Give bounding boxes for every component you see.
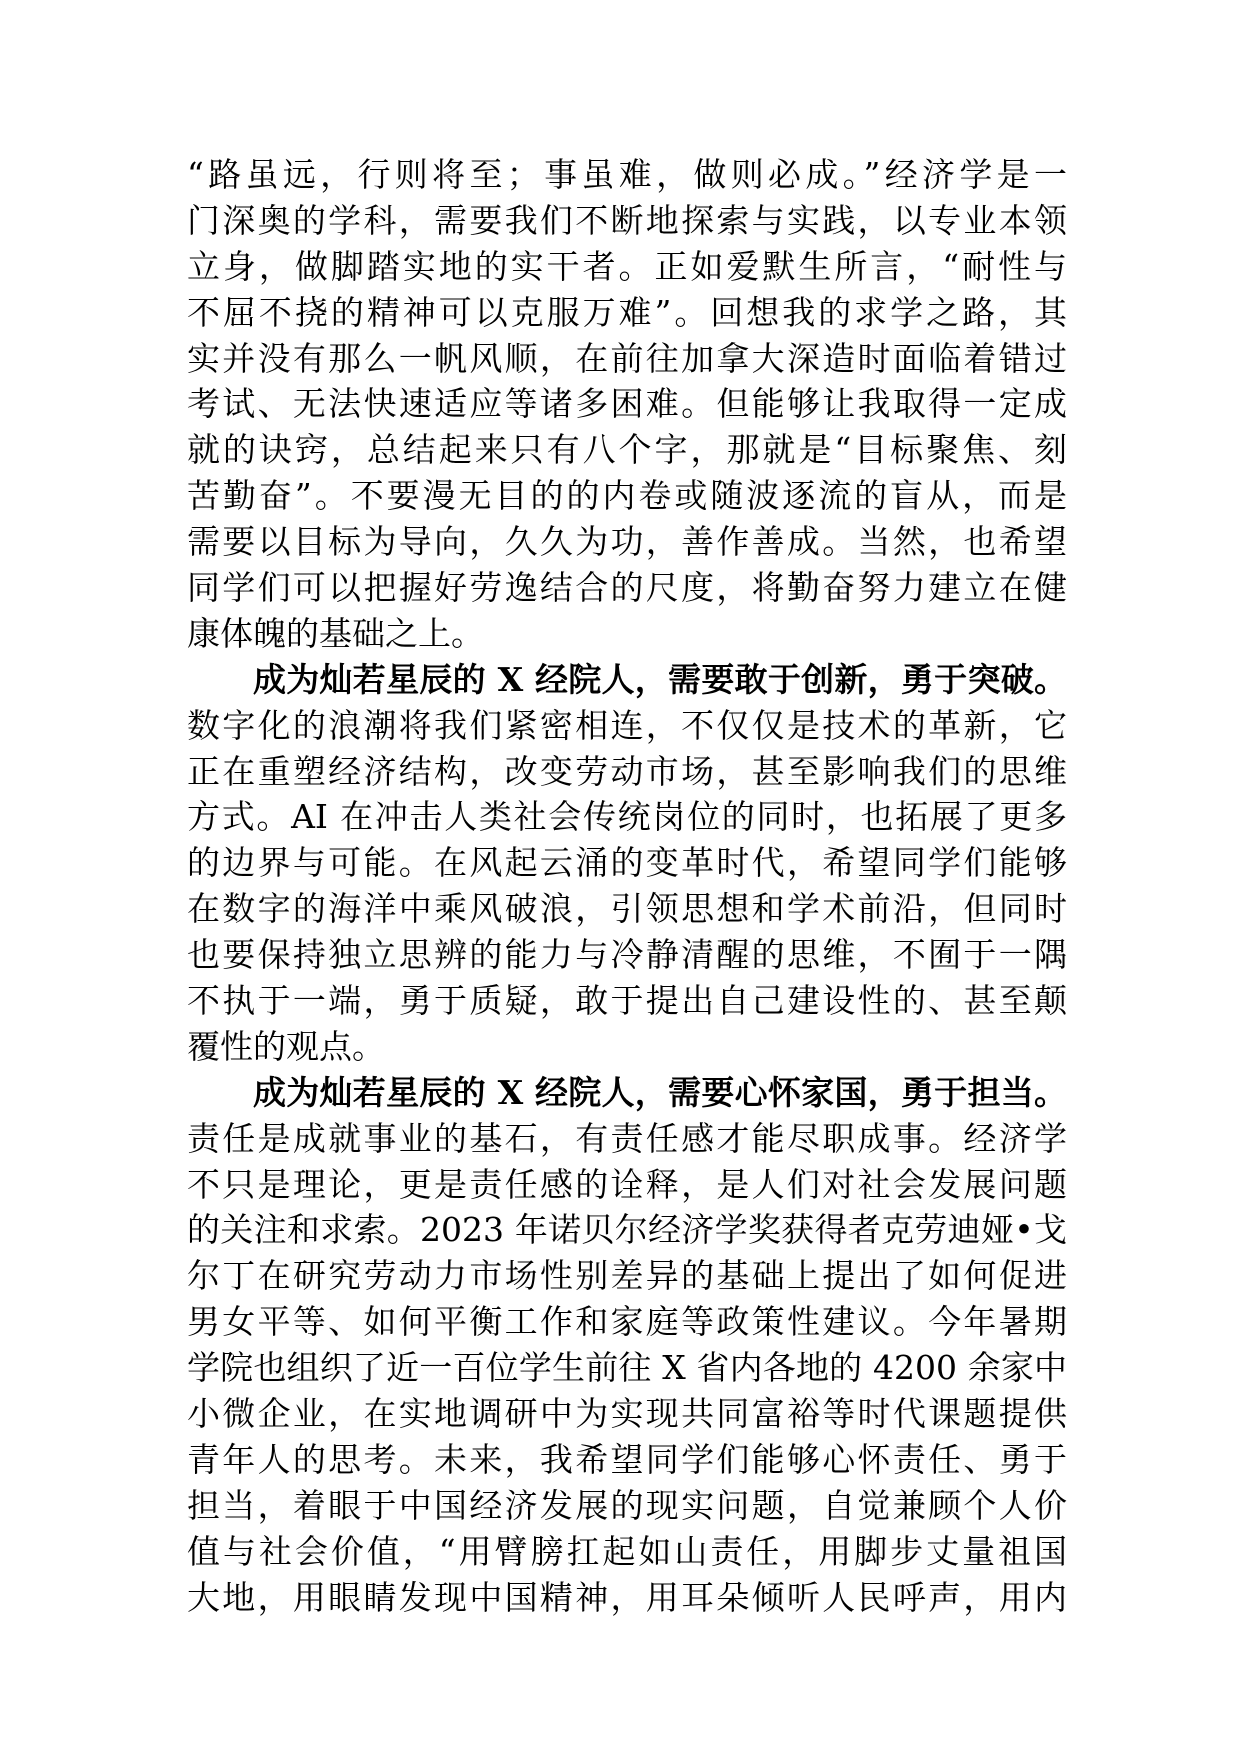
text-line: 也要保持独立思辨的能力与冷静清醒的思维，不囿于一隅	[187, 935, 1067, 975]
text-line: 苦勤奋”。不要漫无目的的内卷或随波逐流的盲从，而是	[187, 476, 1067, 516]
text-line: 正在重塑经济结构，改变劳动市场，甚至影响我们的思维	[187, 751, 1067, 791]
text-line: 小微企业，在实地调研中为实现共同富裕等时代课题提供	[187, 1394, 1067, 1434]
text-line: 的边界与可能。在风起云涌的变革时代，希望同学们能够	[187, 843, 1067, 883]
text-line: 数字化的浪潮将我们紧密相连，不仅仅是技术的革新，它	[187, 705, 1067, 745]
text-line: 方式。AI 在冲击人类社会传统岗位的同时，也拓展了更多	[187, 797, 1067, 837]
body-text	[187, 152, 1067, 1621]
text-line: 责任是成就事业的基石，有责任感才能尽职成事。经济学	[187, 1118, 1067, 1158]
text-line: 就的诀窍，总结起来只有八个字，那就是“目标聚焦、刻	[187, 430, 1067, 470]
text-line: 学院也组织了近一百位学生前往 X 省内各地的 4200 余家中	[187, 1348, 1067, 1388]
text-line: “路虽远，行则将至；事虽难，做则必成。”经济学是一	[187, 155, 1067, 194]
text-line: 尔丁在研究劳动力市场性别差异的基础上提出了如何促进	[187, 1256, 1067, 1296]
section-heading: 成为灿若星辰的 X 经院人，需要心怀家国，勇于担当。	[253, 1072, 1067, 1112]
text-line: 大地，用眼睛发现中国精神，用耳朵倾听人民呼声，用内	[187, 1577, 1067, 1617]
text-line: 不屈不挠的精神可以克服万难”。回想我的求学之路，其	[187, 292, 1067, 332]
section-heading: 成为灿若星辰的 X 经院人，需要敢于创新，勇于突破。	[253, 659, 1067, 699]
text-line: 青年人的思考。未来，我希望同学们能够心怀责任、勇于	[187, 1439, 1067, 1479]
text-line: 覆性的观点。	[187, 1026, 385, 1066]
text-line: 担当，着眼于中国经济发展的现实问题，自觉兼顾个人价	[187, 1485, 1067, 1525]
text-line: 不只是理论，更是责任感的诠释，是人们对社会发展问题	[187, 1164, 1067, 1204]
text-line: 实并没有那么一帆风顺，在前往加拿大深造时面临着错过	[187, 338, 1067, 378]
text-line: 不执于一端，勇于质疑，敢于提出自己建设性的、甚至颠	[187, 981, 1067, 1021]
text-line: 男女平等、如何平衡工作和家庭等政策性建议。今年暑期	[187, 1302, 1067, 1342]
text-line: 立身，做脚踏实地的实干者。正如爱默生所言，“耐性与	[187, 246, 1067, 286]
text-line: 同学们可以把握好劳逸结合的尺度，将勤奋努力建立在健	[187, 568, 1067, 608]
text-line: 的关注和求索。2023 年诺贝尔经济学奖获得者克劳迪娅•戈	[187, 1210, 1067, 1250]
text-line: 门深奥的学科，需要我们不断地探索与实践，以专业本领	[187, 200, 1067, 240]
text-line: 在数字的海洋中乘风破浪，引领思想和学术前沿，但同时	[187, 889, 1067, 929]
text-line: 需要以目标为导向，久久为功，善作善成。当然，也希望	[187, 522, 1067, 562]
text-line: 值与社会价值，“用臂膀扛起如山责任，用脚步丈量祖国	[187, 1531, 1067, 1571]
text-line: 考试、无法快速适应等诸多困难。但能够让我取得一定成	[187, 384, 1067, 424]
text-line: 康体魄的基础之上。	[187, 613, 484, 653]
